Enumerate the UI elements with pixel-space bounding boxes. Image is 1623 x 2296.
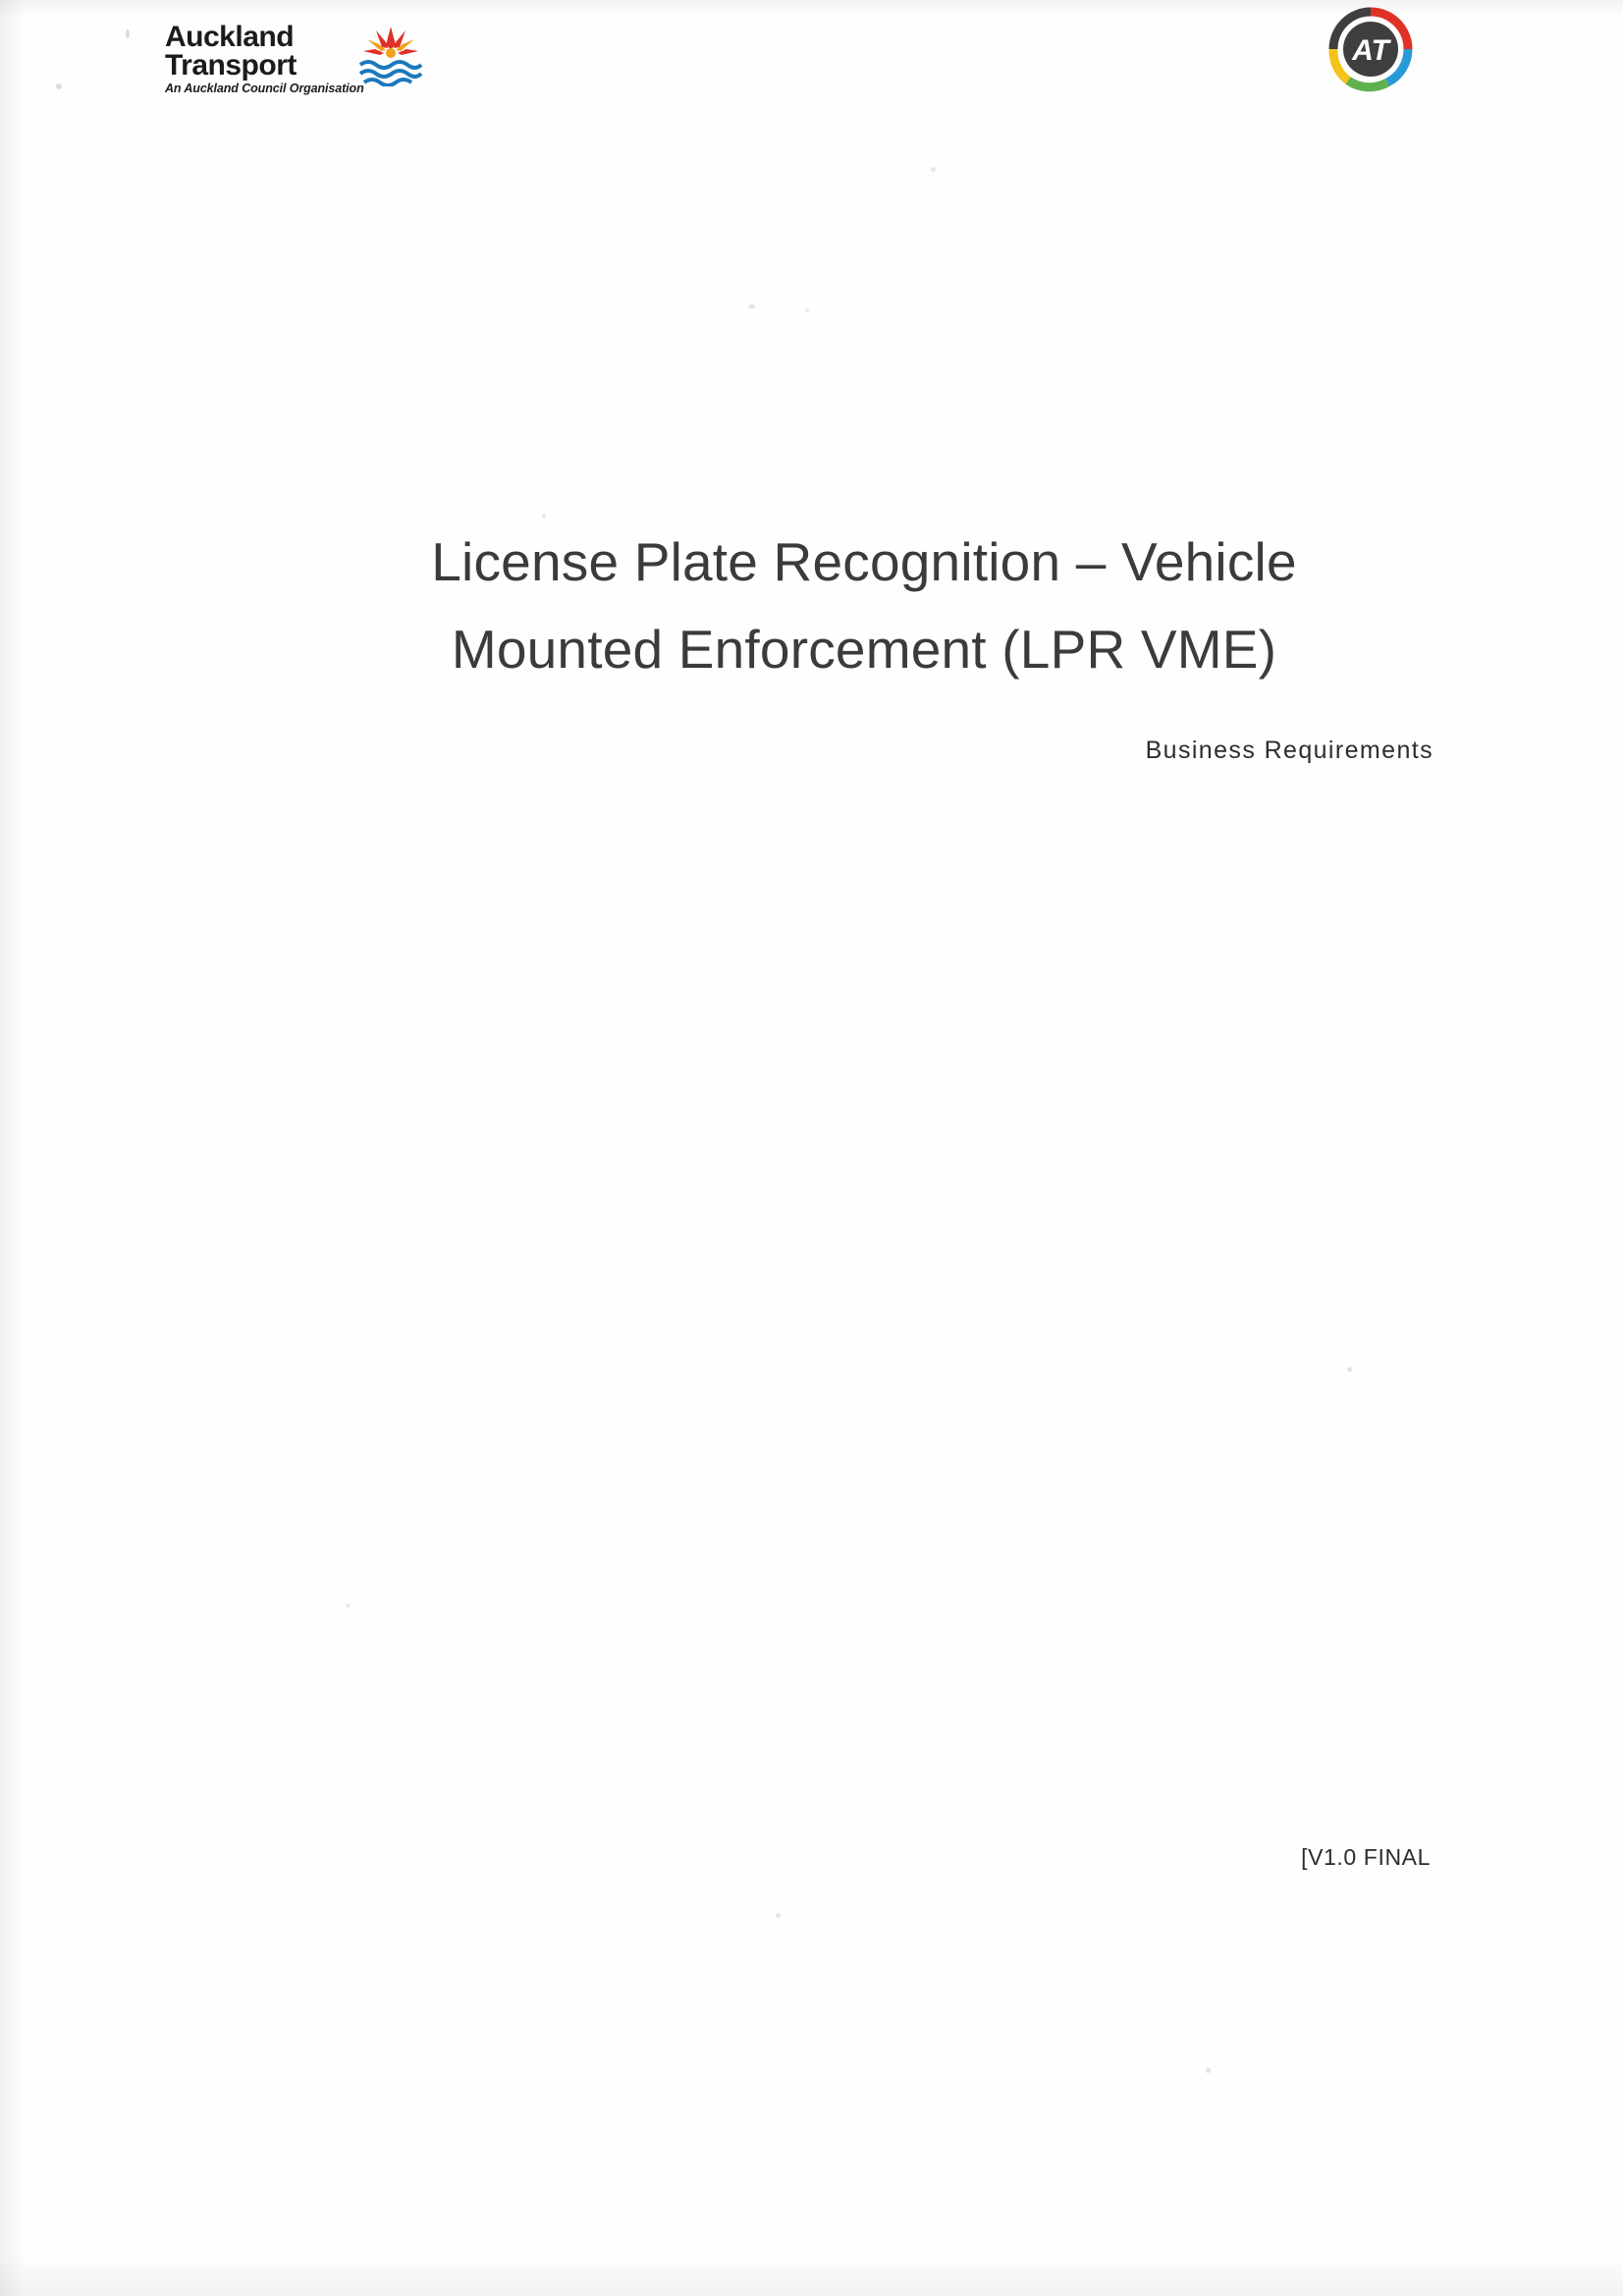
scan-speck — [931, 167, 936, 172]
logo-tagline: An Auckland Council Organisation — [165, 82, 364, 95]
auckland-transport-logo — [165, 18, 460, 98]
scan-speck — [126, 29, 130, 38]
scan-speck — [1206, 2068, 1211, 2073]
document-subtitle: Business Requirements — [1145, 737, 1434, 764]
document-title-line2: Mounted Enforcement (LPR VME) — [451, 619, 1277, 680]
document-title-line1: License Plate Recognition – Vehicle — [431, 531, 1297, 592]
scan-speck — [776, 1913, 781, 1918]
logo-line1: Auckland — [165, 21, 295, 53]
roundel-monogram: AT — [1352, 34, 1389, 67]
scan-speck — [805, 308, 809, 312]
logo-line2: Transport — [165, 49, 297, 82]
scan-edge-shading-bottom — [0, 2257, 1623, 2296]
scan-speck — [346, 1604, 351, 1608]
scan-edge-shading-left — [0, 0, 26, 2296]
scan-speck — [1347, 1367, 1352, 1372]
title-block — [295, 519, 1434, 764]
scan-speck — [748, 304, 755, 308]
scan-speck — [56, 83, 62, 89]
koru-flower-icon — [358, 24, 423, 86]
scan-speck — [542, 514, 546, 518]
at-roundel-icon — [1311, 6, 1431, 92]
document-version: [V1.0 FINAL — [1301, 1844, 1431, 1870]
